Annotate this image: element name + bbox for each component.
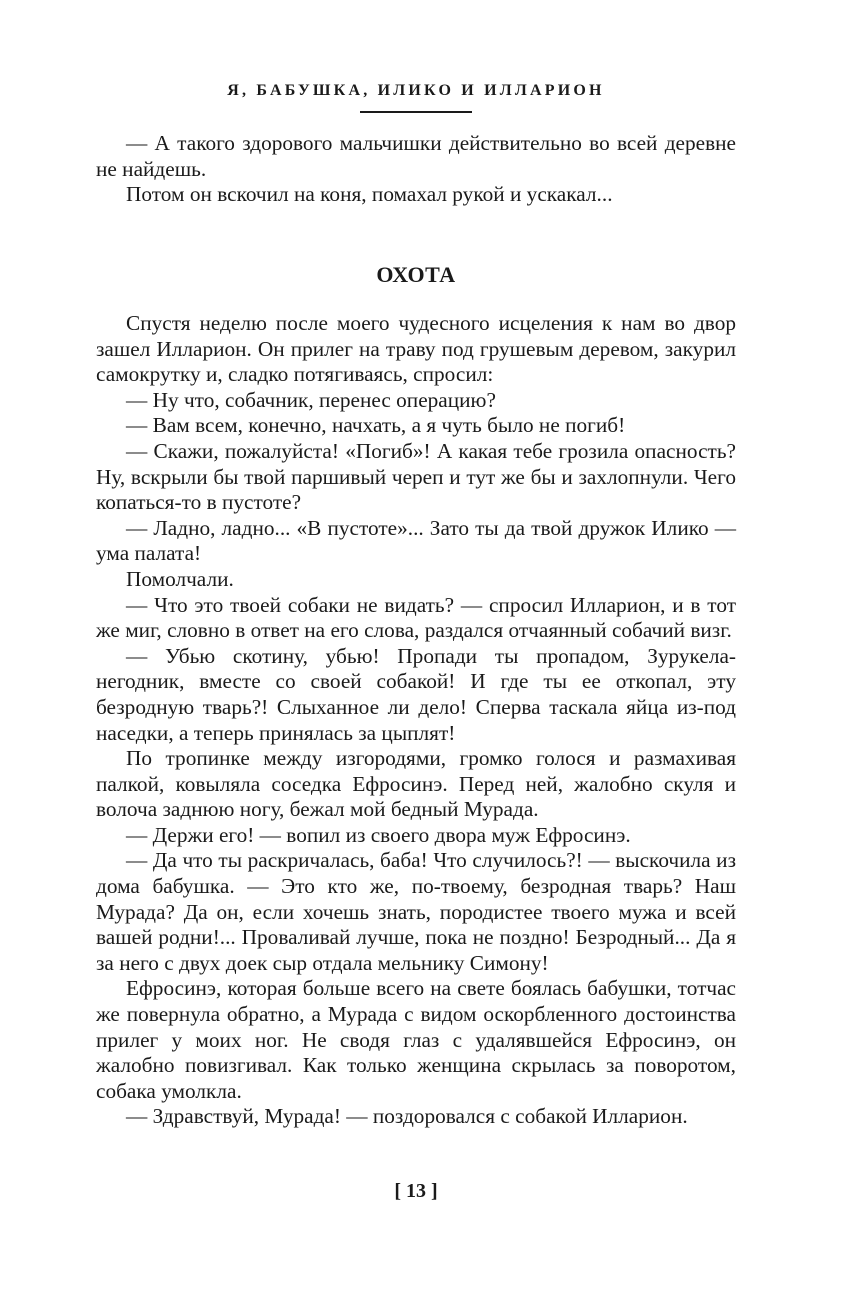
paragraph: — А такого здорового мальчишки действительно во всей деревне не найдешь. bbox=[96, 131, 736, 181]
paragraph: Спустя неделю после моего чудесного исцеления к нам во двор зашел Илларион. Он прилег на траву под грушевым деревом, закурил самокрутку и, сладко потягиваясь, спросил: bbox=[96, 311, 736, 387]
page-number: [ 13 ] bbox=[394, 1180, 438, 1202]
chapter-body bbox=[96, 311, 736, 1130]
running-header: Я, БАБУШКА, ИЛИКО И ИЛЛАРИОН bbox=[227, 82, 605, 99]
paragraph: Помолчали. bbox=[126, 566, 234, 591]
paragraph: — Что это твоей собаки не видать? — спросил Илларион, и в тот же миг, словно в ответ на его слова, раздался отчаянный собачий визг. bbox=[96, 592, 736, 643]
paragraph: По тропинке между изгородями, громко голося и размахивая палкой, ковыляла соседка Ефросинэ. Перед ней, жалобно скуля и волоча заднюю ногу, бежал мой бедный Мурада. bbox=[96, 746, 736, 822]
chapter-title: ОХОТА bbox=[376, 262, 456, 287]
header-rule bbox=[360, 111, 472, 113]
paragraph: — Держи его! — вопил из своего двора муж Ефросинэ. bbox=[126, 822, 631, 847]
paragraph: — Вам всем, конечно, начхать, а я чуть было не погиб! bbox=[126, 413, 626, 438]
paragraph: Потом он вскочил на коня, помахал рукой и ускакал... bbox=[126, 182, 613, 207]
paragraph: Ефросинэ, которая больше всего на свете боялась бабушки, тотчас же повернула обратно, а Мурада с видом оскорбленного достоинства прилег у моих ног. Не сводя глаз с удалявшейся Ефросинэ, он жалобно повизгивал. Как только женщина скрылась за поворотом, собака умолкла. bbox=[96, 976, 736, 1103]
paragraph: — Ладно, ладно... «В пустоте»... Зато ты да твой дружок Илико — ума палата! bbox=[96, 515, 736, 566]
book-page bbox=[96, 0, 736, 1299]
paragraph: — Убью скотину, убью! Пропади ты пропадом, Зурукела-негодник, вместе со своей собакой! И где ты ее откопал, эту безродную тварь?! Слыханное ли дело! Сперва таскала яйца из-под наседки, а теперь принялась за цыплят! bbox=[96, 643, 736, 745]
paragraph: — Скажи, пожалуйста! «Погиб»! А какая тебе грозила опасность? Ну, вскрыли бы твой паршивый череп и тут же бы и захлопнули. Чего копаться-то в пустоте? bbox=[96, 438, 736, 515]
paragraph: — Ну что, собачник, перенес операцию? bbox=[126, 387, 496, 412]
paragraph: — Да что ты раскричалась, баба! Что случилось?! — выскочила из дома бабушка. — Это кто же, по-твоему, безродная тварь? Наш Мурада? Да он, если хочешь знать, породистее твоего мужа и всей вашей родни!... Проваливай лучше, пока не поздно! Безродный... Да я за него с двух доек сыр отдала мельнику Симону! bbox=[96, 848, 736, 975]
paragraph: — Здравствуй, Мурада! — поздоровался с собакой Илларион. bbox=[126, 1104, 688, 1129]
intro-text bbox=[96, 131, 736, 208]
